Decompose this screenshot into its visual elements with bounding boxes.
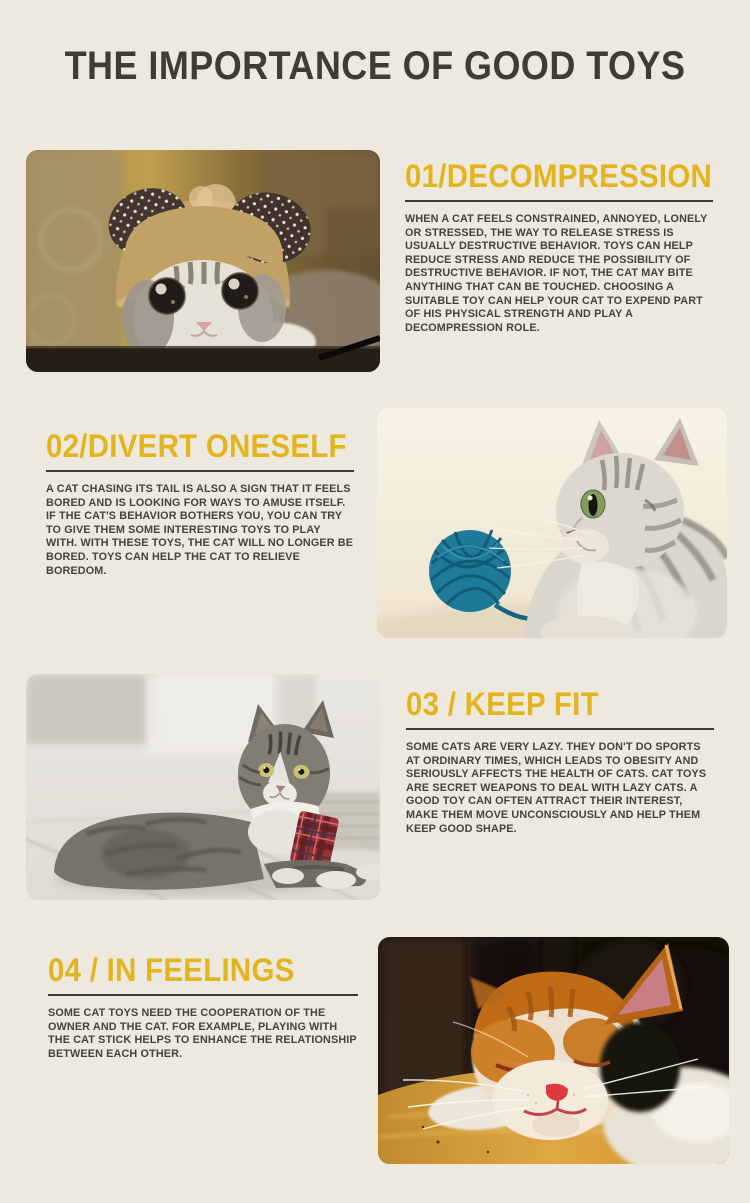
section-decompression-body: WHEN A CAT FEELS CONSTRAINED, ANNOYED, LONELY OR STRESSED, THE WAY TO RELEASE STRESS IS USUALLY DESTRUCTIVE BEHAVIOR. TOYS CAN HELP REDUCE STRESS AND REDUCE THE POSSIBILITY OF DESTRUCTIVE BEHAVIOR. IF NOT, THE CAT MAY BITE ANYTHING THAT CAN BE TOUCHED. CHOOSING A SUITABLE TOY CAN HELP YOUR CAT TO EXPEND PART OF HIS PHYSICAL STRENGTH AND PLAY A DECOMPRESSION ROLE. [405, 213, 708, 334]
section-divert-oneself-body: A CAT CHASING ITS TAIL IS ALSO A SIGN THAT IT FEELS BORED AND IS LOOKING FOR WAYS TO AMUSE ITSELF. IF THE CAT'S BEHAVIOR BOTHERS YOU, YOU CAN TRY TO GIVE THEM SOME INTERESTING TOYS TO PLAY WITH. WITH THESE TOYS, THE CAT WILL NO LONGER BE BORED. TOYS CAN HELP THE CAT TO RELIEVE BOREDOM. [46, 483, 354, 577]
section-decompression [405, 160, 713, 335]
section-decompression-heading: 01/DECOMPRESSION [405, 158, 713, 194]
page-title: THE IMPORTANCE OF GOOD TOYS [64, 44, 686, 88]
sleeping-calico-photo-illustration [378, 937, 729, 1164]
sleeping-calico-photo [378, 937, 729, 1164]
section-divert-oneself-underline [46, 470, 354, 472]
section-in-feelings-underline [48, 994, 358, 996]
cat-yarn-photo [377, 408, 727, 638]
section-in-feelings-body: SOME CAT TOYS NEED THE COOPERATION OF THE OWNER AND THE CAT. FOR EXAMPLE, PLAYING WITH THE CAT STICK HELPS TO ENHANCE THE RELATIONSHIP BETWEEN EACH OTHER. [48, 1007, 357, 1060]
cat-hat-photo [26, 150, 380, 372]
section-keep-fit-body: SOME CATS ARE VERY LAZY. THEY DON'T DO SPORTS AT ORDINARY TIMES, WHICH LEADS TO OBESITY AND SERIOUSLY AFFECTS THE HEALTH OF CATS. CAT TOYS ARE SECRET WEAPONS TO DEAL WITH LAZY CATS. A GOOD TOY CAN OFTEN ATTRACT THEIR INTEREST, MAKE THEM MOVE UNCONSCIOUSLY AND HELP THEM KEEP GOOD SHAPE. [406, 741, 707, 835]
section-keep-fit [406, 688, 714, 836]
section-in-feelings [48, 954, 358, 1061]
section-divert-oneself-heading: 02/DIVERT ONESELF [46, 428, 347, 464]
section-divert-oneself [46, 430, 354, 578]
section-keep-fit-heading: 03 / KEEP FIT [406, 686, 599, 722]
cat-yarn-photo-illustration [377, 408, 727, 638]
cat-hat-photo-illustration [26, 150, 380, 372]
section-in-feelings-heading: 04 / IN FEELINGS [48, 952, 295, 988]
section-decompression-underline [405, 200, 713, 202]
section-keep-fit-underline [406, 728, 714, 730]
cat-plaid-tie-photo-illustration [26, 674, 380, 900]
cat-plaid-tie-photo [26, 674, 380, 900]
